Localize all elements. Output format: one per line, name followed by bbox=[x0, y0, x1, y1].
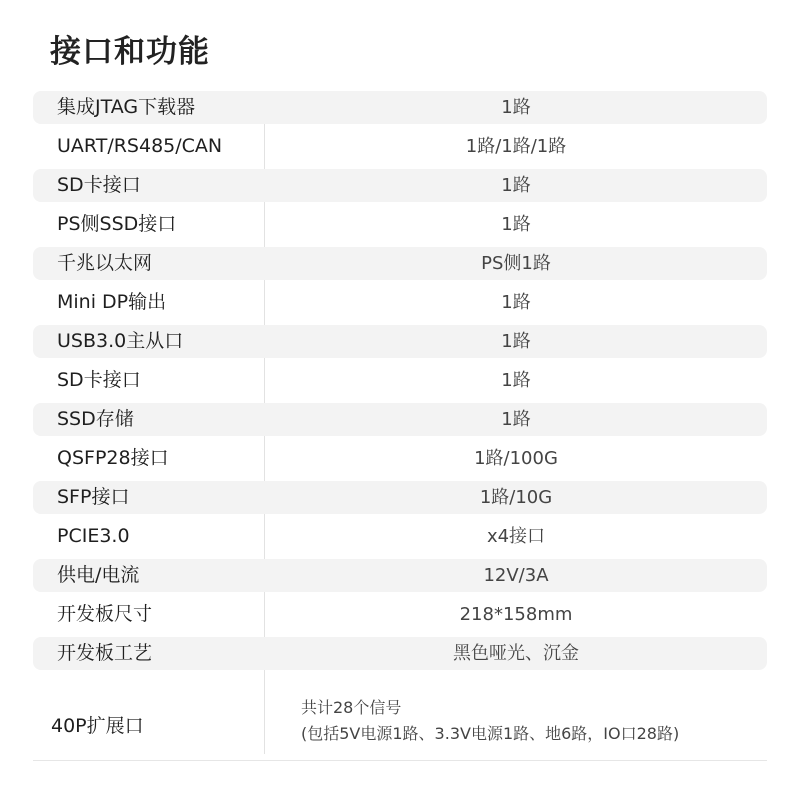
row-value: 1路 bbox=[501, 175, 531, 196]
table-row bbox=[33, 637, 767, 670]
table-row bbox=[33, 169, 767, 202]
row-value: 1路 bbox=[501, 292, 531, 313]
row-value: 1路 bbox=[501, 370, 531, 391]
row-label: PS侧SSD接口 bbox=[57, 213, 177, 235]
table-row bbox=[33, 286, 767, 319]
row-value: 12V/3A bbox=[483, 565, 549, 586]
row-label: 供电/电流 bbox=[57, 564, 140, 586]
row-value: 1路 bbox=[501, 331, 531, 352]
bottom-divider bbox=[33, 760, 767, 761]
table-row bbox=[33, 403, 767, 436]
row-value-line: 共计28个信号 bbox=[301, 698, 402, 717]
row-value: 黑色哑光、沉金 bbox=[453, 643, 579, 664]
row-value: x4接口 bbox=[486, 526, 546, 547]
row-label: 开发板工艺 bbox=[57, 642, 153, 664]
row-value bbox=[301, 695, 679, 747]
row-label: UART/RS485/CAN bbox=[57, 135, 223, 157]
row-label: SSD存储 bbox=[57, 408, 134, 430]
table-row bbox=[33, 520, 767, 553]
row-label: PCIE3.0 bbox=[57, 525, 130, 547]
table-row bbox=[33, 442, 767, 475]
row-label: QSFP28接口 bbox=[57, 447, 169, 469]
table-row bbox=[33, 247, 767, 280]
row-label: 集成JTAG下载器 bbox=[57, 96, 196, 118]
table-row bbox=[33, 130, 767, 163]
table-row bbox=[33, 91, 767, 124]
row-label: SFP接口 bbox=[57, 486, 130, 508]
row-value: 1路 bbox=[501, 214, 531, 235]
table-row bbox=[33, 598, 767, 631]
row-label: SD卡接口 bbox=[57, 369, 141, 391]
table-row bbox=[33, 559, 767, 592]
table-row bbox=[33, 364, 767, 397]
row-value: PS侧1路 bbox=[481, 253, 551, 274]
row-label: SD卡接口 bbox=[57, 174, 141, 196]
row-value: 1路/10G bbox=[479, 487, 553, 508]
row-value: 1路 bbox=[501, 409, 531, 430]
table-row bbox=[33, 481, 767, 514]
row-value: 1路 bbox=[501, 97, 531, 118]
row-label: 千兆以太网 bbox=[57, 252, 153, 274]
row-label: 开发板尺寸 bbox=[57, 603, 153, 625]
row-label: 40P扩展口 bbox=[51, 715, 144, 737]
row-value: 1路/1路/1路 bbox=[465, 136, 567, 157]
table-row bbox=[33, 325, 767, 358]
table-row bbox=[33, 208, 767, 241]
page-title: 接口和功能 bbox=[50, 34, 210, 70]
row-value: 1路/100G bbox=[474, 448, 558, 469]
spec-table bbox=[33, 91, 767, 676]
row-label: USB3.0主从口 bbox=[57, 330, 184, 352]
table-row-expansion bbox=[33, 689, 767, 757]
row-value-line: (包括5V电源1路、3.3V电源1路、地6路，IO口28路) bbox=[301, 724, 680, 743]
row-value: 218*158mm bbox=[459, 604, 573, 625]
row-label: Mini DP输出 bbox=[57, 291, 167, 313]
